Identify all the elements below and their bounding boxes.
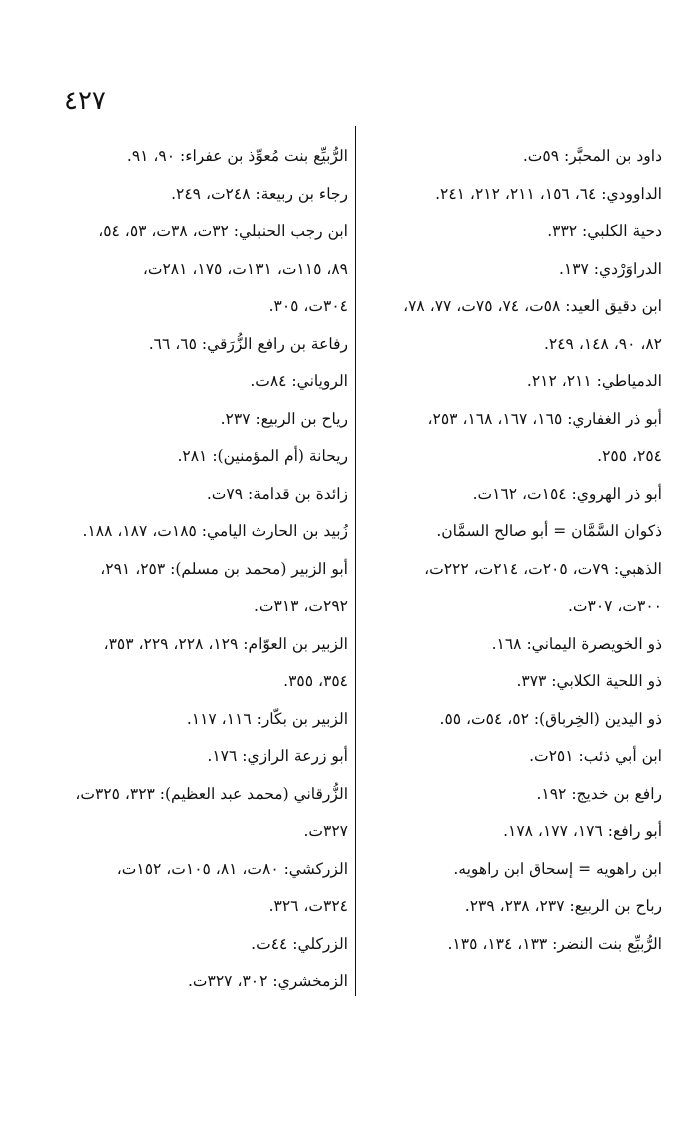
index-entry: ٢٥٤، ٢٥٥. [597,447,662,465]
index-entry: الزركشي: ٨٠ت، ٨١، ١٠٥ت، ١٥٢ت، [116,859,348,878]
index-entry: الزُّرقاني (محمد عبد العظيم): ٣٢٣، ٣٢٥ت، [75,784,348,803]
index-entry: ٣٢٧ت. [303,822,348,840]
index-entry: الروياني: ٨٤ت. [250,372,348,390]
index-entry: ٢٩٢ت، ٣١٣ت. [253,597,348,615]
index-entry: رباح بن الربيع: ٢٣٧، ٢٣٨، ٢٣٩. [464,897,662,915]
index-entry: ابن رجب الحنبلي: ٣٢ت، ٣٨ت، ٥٣، ٥٤، [98,222,348,240]
index-entry: الدراوَرْدي: ١٣٧. [558,259,662,278]
index-entry: ٣٠٠ت، ٣٠٧ت. [567,597,662,615]
index-entry: ٨٩، ١١٥ت، ١٣١ت، ١٧٥، ٢٨١ت، [142,259,348,278]
index-entry: ذو اللحية الكلابي: ٣٧٣. [516,672,662,690]
page-number: ٤٢٧ [64,86,106,116]
index-entry: دحية الكلبي: ٣٣٢. [547,222,662,240]
index-entry: ٣٠٤ت، ٣٠٥. [268,297,348,315]
index-entry: الذهبي: ٧٩ت، ٢٠٥ت، ٢١٤ت، ٢٢٢ت، [424,559,662,578]
index-entry: الزركلي: ٤٤ت. [251,934,348,953]
index-entry: الزبير بن العوّام: ١٢٩، ٢٢٨، ٢٢٩، ٣٥٣، [103,634,348,653]
index-entry: داود بن المحبَّر: ٥٩ت. [522,147,662,165]
index-entry: الرُّبيِّع بنت مُعوِّذ بن عفراء: ٩٠، ٩١. [126,147,348,165]
index-entry: ابن دقيق العيد: ٥٨ت، ٧٤، ٧٥ت، ٧٧، ٧٨، [403,297,662,315]
index-entry: رياح بن الربيع: ٢٣٧. [220,409,348,428]
index-entry: أبو الزبير (محمد بن مسلم): ٢٥٣، ٢٩١، [100,559,348,578]
index-entry: الزمخشري: ٣٠٢، ٣٢٧ت. [188,972,348,990]
index-entry: الدمياطي: ٢١١، ٢١٢. [526,372,662,390]
index-entry: رفاعة بن رافع الزُّرَقي: ٦٥، ٦٦. [148,334,348,353]
right-column [362,138,662,963]
index-entry: زائدة بن قدامة: ٧٩ت. [206,484,348,503]
index-entry: ابن أبي ذئب: ٢٥١ت. [529,747,662,765]
index-entry: الرُّبيِّع بنت النضر: ١٣٣، ١٣٤، ١٣٥. [447,934,662,953]
index-entry: ٨٢، ٩٠، ١٤٨، ٢٤٩. [543,334,662,353]
index-entry: ذكوان السَّمَّان = أبو صالح السمَّان. [436,522,662,540]
index-entry: رجاء بن ربيعة: ٢٤٨ت، ٢٤٩. [171,184,348,203]
index-entry: رافع بن خديج: ١٩٢. [536,784,662,803]
index-entry: ريحانة (أم المؤمنين): ٢٨١. [177,447,348,465]
column-divider [355,126,356,996]
index-entry: ذو اليدين (الخِرباق): ٥٢، ٥٤ت، ٥٥. [439,709,662,728]
index-entry: ٣٥٤، ٣٥٥. [283,672,348,690]
index-entry: أبو رافع: ١٧٦، ١٧٧، ١٧٨. [503,822,662,840]
left-column [48,138,348,1001]
index-entry: أبو ذر الغفاري: ١٦٥، ١٦٧، ١٦٨، ٢٥٣، [427,409,662,428]
index-entry: ابن راهويه = إسحاق ابن راهويه. [453,859,662,878]
index-entry: ذو الخويصرة اليماني: ١٦٨. [491,634,662,653]
index-entry: الزبير بن بكّار: ١١٦، ١١٧. [186,709,348,728]
index-entry: الداوودي: ٦٤، ١٥٦، ٢١١، ٢١٢، ٢٤١. [435,184,662,203]
index-entry: ٣٢٤ت، ٣٢٦. [268,897,348,915]
index-entry: أبو ذر الهروي: ١٥٤ت، ١٦٢ت. [472,484,662,503]
index-entry: زُبيد بن الحارث اليامي: ١٨٥ت، ١٨٧، ١٨٨. [82,522,348,540]
index-entry: أبو زرعة الرازي: ١٧٦. [207,747,348,765]
